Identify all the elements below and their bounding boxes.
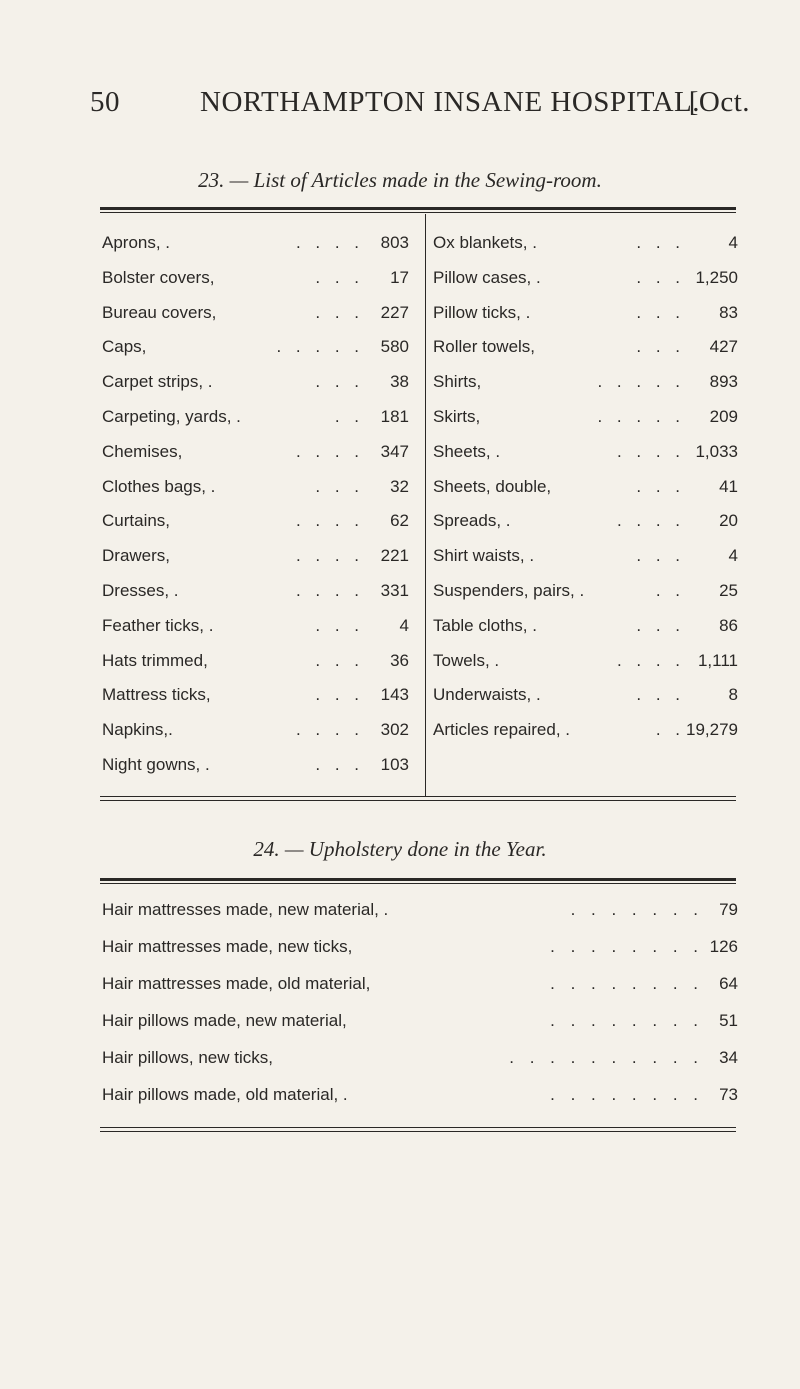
row-label: Hair pillows made, old material, . <box>102 1085 348 1104</box>
row-value: 227 <box>380 302 409 322</box>
table-row <box>102 405 409 429</box>
row-leader-dots: . . . . . . . . <box>550 1011 698 1030</box>
table-row <box>433 649 738 673</box>
table-24-bottom-rule-2 <box>100 1131 736 1132</box>
row-value: 34 <box>719 1048 738 1067</box>
table-row <box>433 266 738 290</box>
row-leader-dots: . . . . . <box>276 337 359 357</box>
row-label: Bureau covers, <box>102 302 217 322</box>
row-label: Roller towels, <box>433 337 536 357</box>
table-23-caption <box>0 168 800 193</box>
row-leader-dots: . . . . . . . . <box>550 937 698 956</box>
row-leader-dots: . . . <box>315 372 359 392</box>
row-value: 79 <box>719 900 738 919</box>
row-value: 181 <box>380 407 409 426</box>
row-label: Pillow cases, . <box>433 267 541 287</box>
table-row <box>102 335 409 359</box>
table-row <box>102 1083 738 1107</box>
row-leader-dots: . . . <box>315 755 359 774</box>
row-leader-dots: . . . . . . . . <box>550 1085 698 1104</box>
table-row <box>102 440 409 464</box>
row-value: 209 <box>709 407 738 426</box>
row-value: 143 <box>380 685 409 705</box>
row-label: Shirts, <box>433 372 482 392</box>
table-24-title: — Upholstery done in the Year. <box>284 837 547 861</box>
row-label: Clothes bags, . <box>102 476 216 496</box>
row-value: 126 <box>709 937 738 956</box>
row-label: Mattress ticks, <box>102 685 211 705</box>
table-23-right-column <box>433 231 738 791</box>
row-label: Suspenders, pairs, . <box>433 581 585 600</box>
table-row <box>433 405 738 429</box>
row-leader-dots: . . . <box>315 685 359 705</box>
row-label: Aprons, . <box>102 233 171 252</box>
row-leader-dots: . . . . <box>616 650 680 670</box>
row-value: 302 <box>380 720 409 740</box>
row-leader-dots: . . <box>334 407 359 426</box>
table-row <box>102 544 409 568</box>
table-row <box>433 440 738 464</box>
row-value: 17 <box>390 267 409 287</box>
row-label: Pillow ticks, . <box>433 302 531 322</box>
row-leader-dots: . . . <box>636 546 680 566</box>
table-row <box>102 231 409 255</box>
table-row <box>433 231 738 255</box>
row-leader-dots: . . . <box>636 302 680 322</box>
row-leader-dots: . . . . <box>295 511 359 531</box>
row-leader-dots: . . . . . . . . <box>550 974 698 993</box>
table-row <box>433 614 738 638</box>
row-leader-dots: . . . . . <box>597 372 680 392</box>
row-leader-dots: . . . <box>636 476 680 496</box>
row-label: Carpeting, yards, . <box>102 407 241 426</box>
row-leader-dots: . . . . <box>295 233 359 252</box>
table-24-rows <box>102 898 738 1128</box>
table-row <box>433 509 738 533</box>
row-value: 331 <box>380 581 409 600</box>
running-title: NORTHAMPTON INSANE HOSPITAL. <box>200 86 701 118</box>
row-leader-dots: . . . <box>315 650 359 670</box>
row-leader-dots: . . . <box>315 267 359 287</box>
table-23-bottom-rule <box>100 796 736 797</box>
row-label: Night gowns, . <box>102 755 210 774</box>
row-leader-dots: . . . . <box>295 720 359 740</box>
table-row <box>102 1009 738 1033</box>
table-24-number: 24. <box>253 837 280 861</box>
table-23-top-rule <box>100 207 736 210</box>
row-label: Caps, <box>102 337 147 357</box>
table-row <box>102 614 409 638</box>
table-24-caption <box>0 837 800 862</box>
table-24-top-rule-thin <box>100 883 736 884</box>
table-row <box>433 301 738 325</box>
row-label: Hair mattresses made, new ticks, <box>102 937 353 956</box>
row-value: 893 <box>709 372 738 392</box>
row-leader-dots: . . <box>655 581 680 600</box>
row-label: Bolster covers, <box>102 267 215 287</box>
table-row <box>102 718 409 742</box>
row-label: Napkins,. <box>102 720 173 740</box>
row-leader-dots: . . . . <box>616 441 680 461</box>
table-row <box>102 579 409 603</box>
row-value: 580 <box>380 337 409 357</box>
table-24-top-rule <box>100 878 736 881</box>
table-row <box>433 544 738 568</box>
row-label: Shirt waists, . <box>433 546 535 566</box>
row-value: 103 <box>380 755 409 774</box>
row-value: 41 <box>719 476 738 496</box>
table-row <box>102 370 409 394</box>
row-leader-dots: . . . <box>315 615 359 635</box>
table-row <box>433 475 738 499</box>
row-value: 8 <box>728 685 738 705</box>
row-value: 20 <box>719 511 738 531</box>
table-23-column-divider <box>425 214 426 796</box>
table-row <box>102 753 409 777</box>
page-number: 50 <box>90 86 120 118</box>
row-leader-dots: . . . . . <box>597 407 680 426</box>
row-value: 4 <box>728 233 738 252</box>
row-leader-dots: . . . <box>636 337 680 357</box>
table-row <box>102 509 409 533</box>
row-label: Hats trimmed, <box>102 650 208 670</box>
row-leader-dots: . . . . <box>295 581 359 600</box>
row-value: 83 <box>719 302 738 322</box>
row-value: 32 <box>390 476 409 496</box>
row-leader-dots: . . . . . . . <box>570 900 698 919</box>
table-row <box>102 898 738 922</box>
row-leader-dots: . . <box>655 720 680 740</box>
row-label: Dresses, . <box>102 581 179 600</box>
table-23-top-rule-thin <box>100 212 736 213</box>
row-label: Table cloths, . <box>433 615 537 635</box>
table-23-title: — List of Articles made in the Sewing-room. <box>229 168 602 192</box>
table-row <box>433 683 738 707</box>
running-month: [Oct. <box>688 86 750 118</box>
row-label: Chemises, <box>102 441 183 461</box>
row-value: 86 <box>719 615 738 635</box>
table-24-bottom-rule <box>100 1127 736 1128</box>
row-label: Towels, . <box>433 650 500 670</box>
row-value: 38 <box>390 372 409 392</box>
row-label: Spreads, . <box>433 511 511 531</box>
table-23-number: 23. <box>198 168 225 192</box>
row-leader-dots: . . . <box>315 476 359 496</box>
row-value: 25 <box>719 581 738 600</box>
row-value: 19,279 <box>686 720 738 740</box>
row-leader-dots: . . . <box>636 685 680 705</box>
row-value: 4 <box>399 615 409 635</box>
row-label: Drawers, <box>102 546 171 566</box>
table-row <box>102 683 409 707</box>
row-value: 4 <box>728 546 738 566</box>
row-label: Hair pillows made, new material, <box>102 1011 347 1030</box>
table-row <box>102 301 409 325</box>
row-label: Articles repaired, . <box>433 720 570 740</box>
row-leader-dots: . . . . <box>616 511 680 531</box>
row-label: Carpet strips, . <box>102 372 213 392</box>
table-row <box>102 475 409 499</box>
row-leader-dots: . . . . <box>295 441 359 461</box>
row-value: 347 <box>380 441 409 461</box>
row-leader-dots: . . . <box>636 267 680 287</box>
table-row <box>433 579 738 603</box>
row-value: 221 <box>380 546 409 566</box>
row-value: 73 <box>719 1085 738 1104</box>
row-value: 36 <box>390 650 409 670</box>
row-label: Hair mattresses made, new material, . <box>102 900 389 919</box>
row-leader-dots: . . . <box>315 302 359 322</box>
row-value: 1,111 <box>697 650 738 670</box>
row-leader-dots: . . . . <box>295 546 359 566</box>
row-value: 1,033 <box>695 441 738 461</box>
row-label: Feather ticks, . <box>102 615 214 635</box>
table-23-left-column <box>102 231 409 791</box>
row-leader-dots: . . . . . . . . . . <box>509 1048 698 1067</box>
table-row <box>102 266 409 290</box>
row-label: Sheets, double, <box>433 476 552 496</box>
row-label: Ox blankets, . <box>433 233 537 252</box>
table-row <box>102 935 738 959</box>
row-label: Hair mattresses made, old material, <box>102 974 371 993</box>
page-header <box>90 86 750 126</box>
table-row <box>433 335 738 359</box>
row-value: 62 <box>390 511 409 531</box>
row-leader-dots: . . . <box>636 233 680 252</box>
row-label: Sheets, . <box>433 441 501 461</box>
table-row <box>102 1046 738 1070</box>
row-value: 64 <box>719 974 738 993</box>
table-23-bottom-rule-2 <box>100 800 736 801</box>
row-label: Skirts, <box>433 407 481 426</box>
row-label: Underwaists, . <box>433 685 541 705</box>
table-row <box>433 370 738 394</box>
table-row <box>433 718 738 742</box>
row-value: 1,250 <box>695 267 738 287</box>
row-label: Curtains, <box>102 511 171 531</box>
row-value: 51 <box>719 1011 738 1030</box>
table-row <box>102 649 409 673</box>
row-value: 427 <box>709 337 738 357</box>
table-row <box>102 972 738 996</box>
row-leader-dots: . . . <box>636 615 680 635</box>
row-label: Hair pillows, new ticks, <box>102 1048 273 1067</box>
row-value: 803 <box>380 233 409 252</box>
